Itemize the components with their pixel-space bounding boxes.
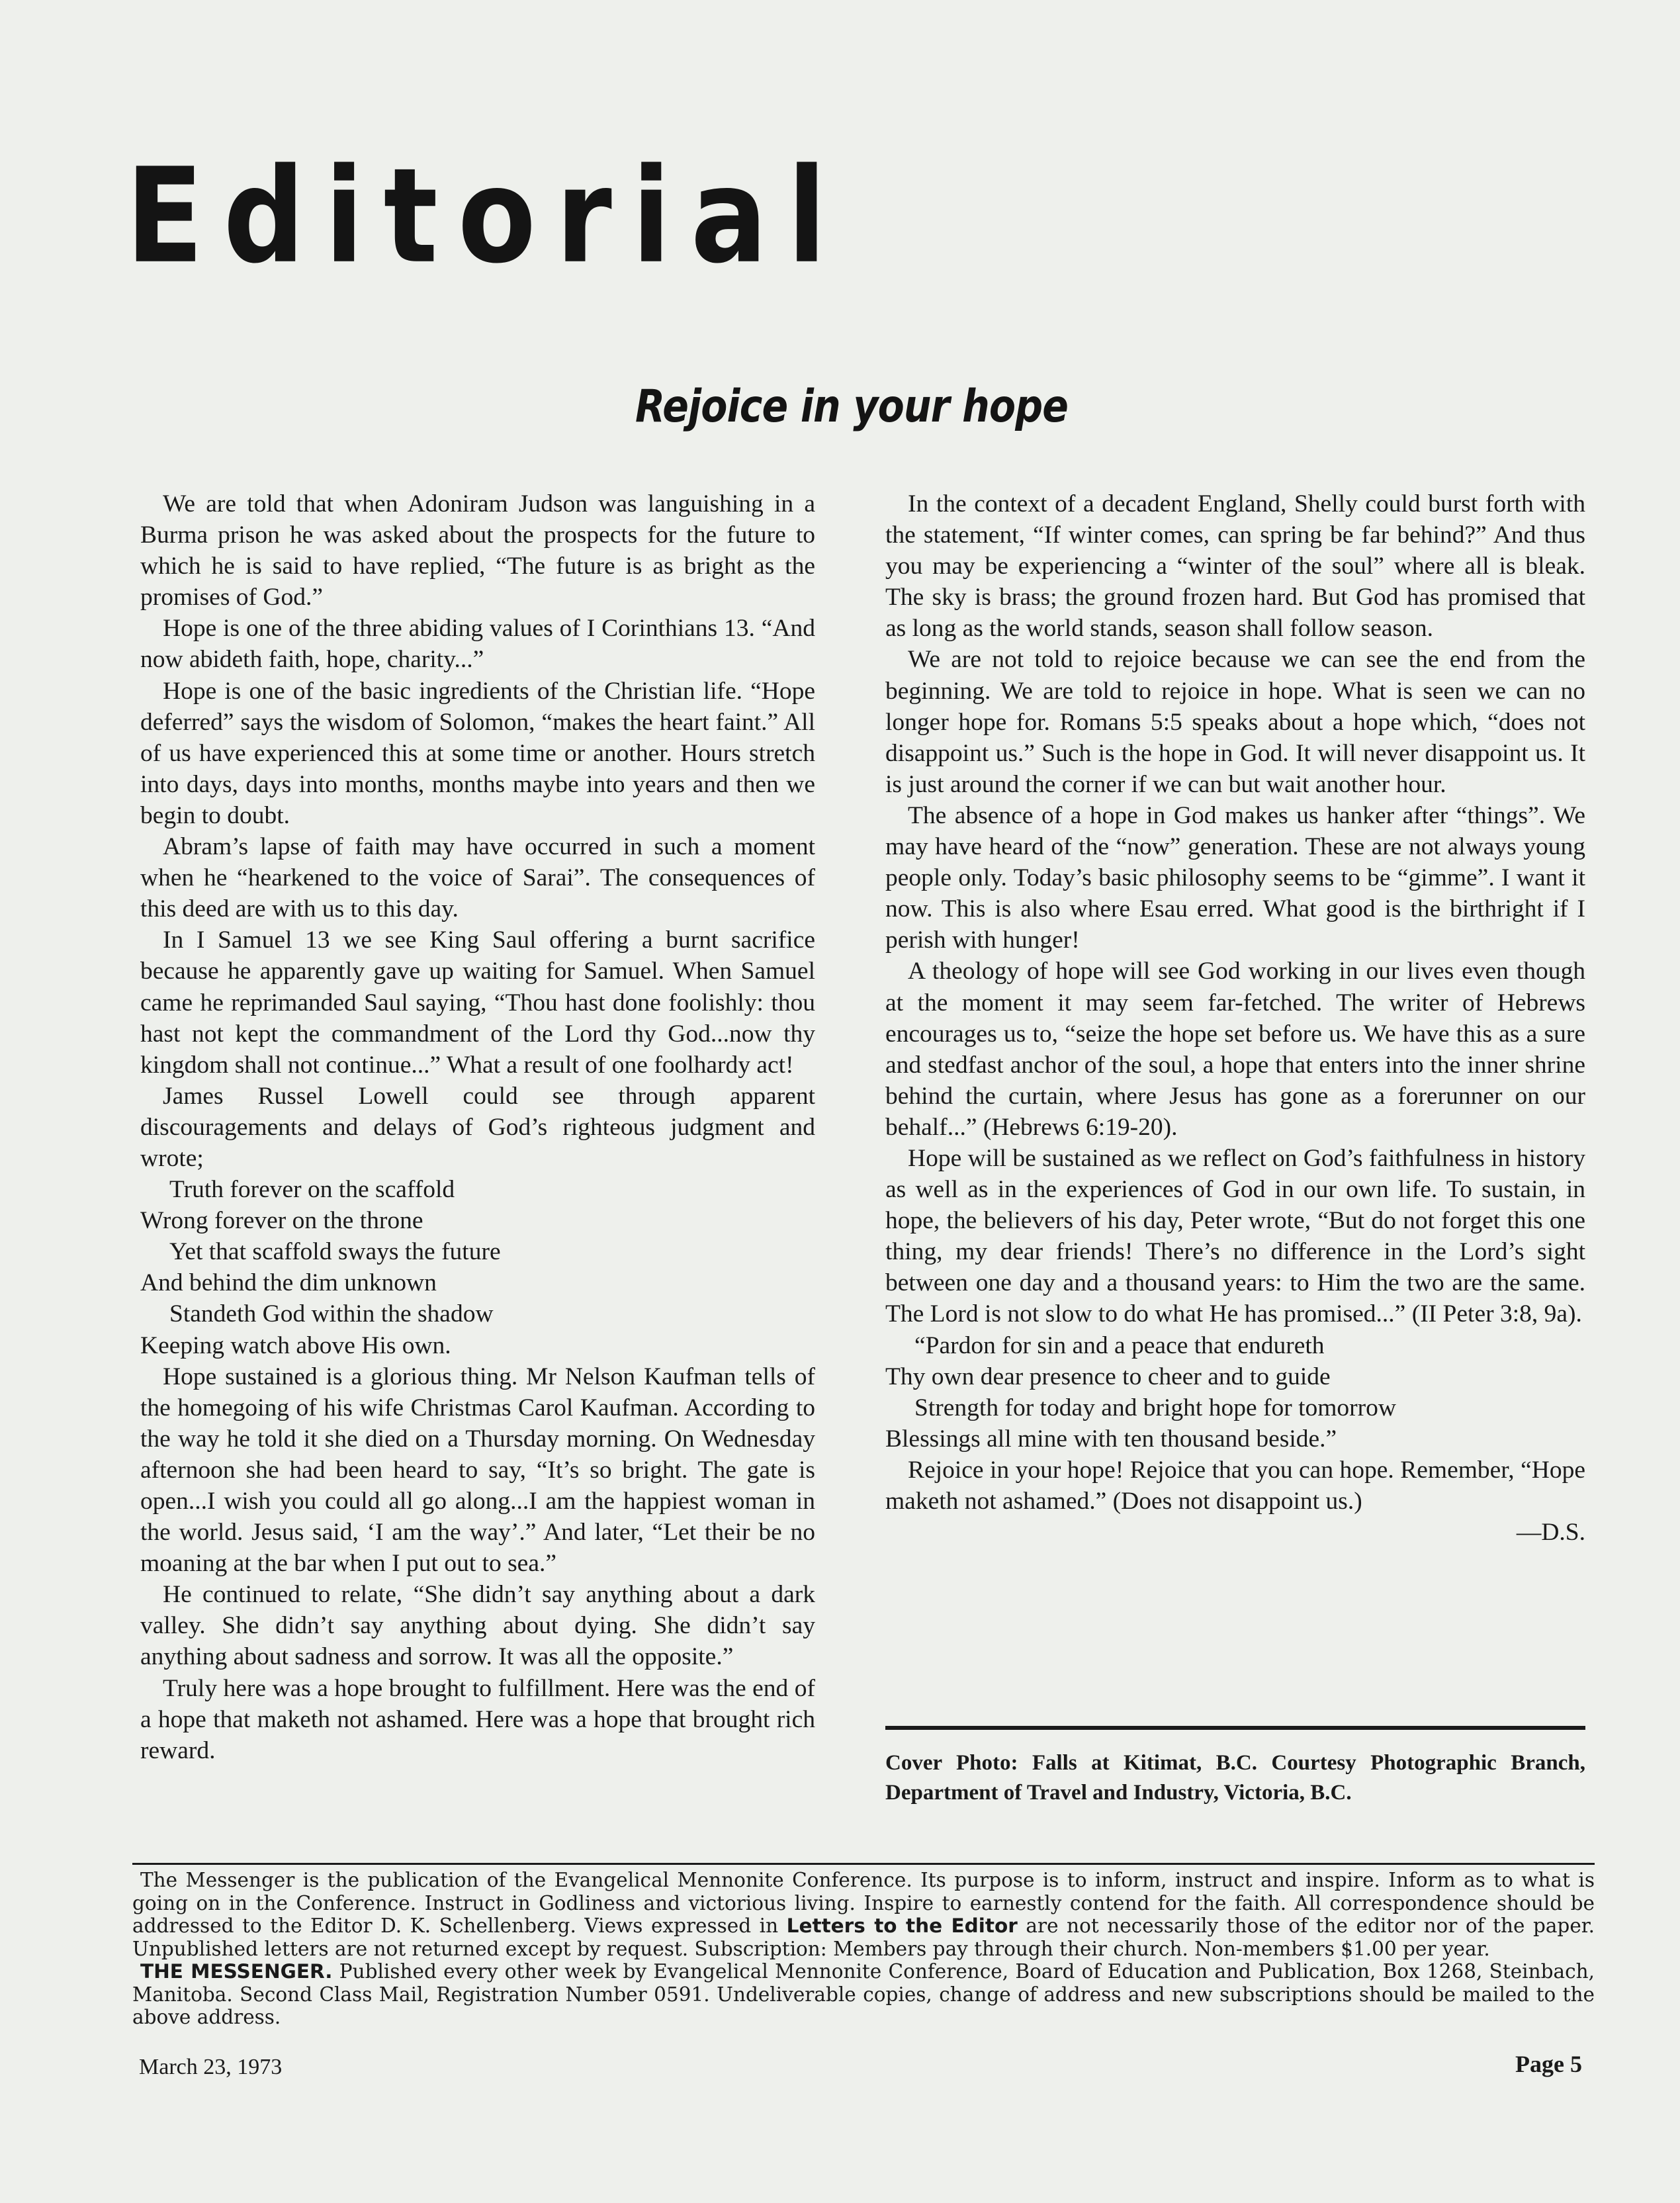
purpose-text-b: are not necessarily those of the editor nor of the paper. Unpublished letters are not returned except by request. Subscription: Members pay through their church. Non-members $1.00 per year.: [132, 1914, 1595, 1960]
poem-line: Standeth God within the shadow: [169, 1300, 494, 1328]
paragraph: Hope sustained is a glorious thing. Mr Nelson Kaufman tells of the homegoing of his wife Christmas Carol Kaufman. According to the way he told it she died on a Thursday morning. On Wednesday afternoon she had been heard to say, “It’s so bright. The gate is open...I wish you could all go along...I am the happiest woman in the world. Jesus said, ‘I am the way’.” And later, “Let their be no moaning at the bar when I put out to sea.”: [140, 1363, 815, 1578]
masthead-title: Editorial: [126, 139, 846, 292]
paragraph: He continued to relate, “She didn’t say anything about a dark valley. She didn’t say anything about dying. She didn’t say anything about sadness and sorrow. It was all the opposite.”: [140, 1581, 815, 1671]
paragraph: Hope is one of the basic ingredients of the Christian life. “Hope deferred” says the wisdom of Solomon, “makes the heart faint.” All of us have experienced this at some time or another. Hours stretch into days, days into months, months maybe into years and then we begin to doubt.: [140, 677, 815, 829]
publication-notice: [132, 1863, 1595, 2029]
poem-line: Thy own dear presence to cheer and to guide: [885, 1363, 1331, 1390]
divider-rule: [885, 1726, 1585, 1730]
poem-line: Yet that scaffold sways the future: [169, 1238, 501, 1266]
publisher-statement: [132, 1960, 1595, 2029]
poem-line: Strength for today and bright hope for tomorrow: [914, 1394, 1396, 1421]
paragraph: James Russel Lowell could see through apparent discouragements and delays of God’s righteous judgment and wrote;: [140, 1082, 815, 1172]
purpose-statement: [132, 1869, 1595, 1960]
issue-date: March 23, 1973: [139, 2055, 283, 2079]
purpose-text-a: The Messenger is the publication of the Evangelical Mennonite Conference. Its purpose is to inform, instruct and inspire. Inform as to what is going on in the Conference. Instruct in Godliness and victorious living. Inspire to earnestly contend for the faith. All correspondence should be addressed to the Editor D. K. Schellenberg. Views expressed in: [132, 1869, 1595, 1937]
lowell-poem: [140, 1174, 815, 1361]
headline: Rejoice in your hope: [635, 381, 1069, 433]
letters-label: Letters to the Editor: [786, 1914, 1018, 1937]
paragraph: Abram’s lapse of faith may have occurred in such a moment when he “hearkened to the voice of Sarai”. The consequences of this deed are with us to this day.: [140, 833, 815, 923]
paragraph: Hope is one of the three abiding values of I Corinthians 13. “And now abideth faith, hope, charity...”: [140, 615, 815, 674]
cover-photo-credit: Cover Photo: Falls at Kitimat, B.C. Courtesy Photographic Branch, Department of Travel and Industry, Victoria, B.C.: [885, 1751, 1585, 1805]
paragraph: A theology of hope will see God working in our lives even though at the moment it may seem far-fetched. The writer of Hebrews encourages us to, “seize the hope set before us. We have this as a sure and stedfast anchor of the soul, a hope that enters into the inner shrine behind the curtain, where Jesus has gone as a forerunner on our behalf...” (Hebrews 6:19-20).: [885, 958, 1585, 1141]
poem-line: “Pardon for sin and a peace that endureth: [914, 1331, 1325, 1359]
left-column: [140, 488, 815, 1766]
signature: —D.S.: [1516, 1519, 1585, 1547]
poem-line: Wrong forever on the throne: [140, 1207, 423, 1235]
paragraph: The absence of a hope in God makes us hanker after “things”. We may have heard of the “now” generation. These are not always young people only. Today’s basic philosophy seems to be “gimme”. I want it now. This is also where Esau erred. What good is the birthright if I perish with hunger!: [885, 801, 1585, 954]
poem-line: Keeping watch above His own.: [140, 1331, 451, 1359]
poem-line: Truth forever on the scaffold: [169, 1176, 455, 1204]
closing-paragraph: Rejoice in your hope! Rejoice that you can hope. Remember, “Hope maketh not ashamed.” (Does not disappoint us.): [885, 1456, 1585, 1515]
publisher-text: Published every other week by Evangelical Mennonite Conference, Board of Education and Publication, Box 1268, Steinbach, Manitoba. Second Class Mail, Registration Number 0591. Undeliverable copies, change of address and new subscriptions should be mailed to the above address.: [132, 1960, 1595, 2028]
paragraph: Hope will be sustained as we reflect on God’s faithfulness in history as well as in the experiences of God in our own life. To sustain, in hope, the believers of his day, Peter wrote, “But do not forget this one thing, my dear friends! There’s no difference in the Lord’s sight between one day and a thousand years: to Him the two are the same. The Lord is not slow to do what He has promised...” (II Peter 3:8, 9a).: [885, 1144, 1585, 1328]
poem-line: Blessings all mine with ten thousand beside.”: [885, 1425, 1337, 1453]
hymn-verse: [885, 1330, 1585, 1455]
paragraph: In I Samuel 13 we see King Saul offering a burnt sacrifice because he apparently gave up waiting for Samuel. When Samuel came he reprimanded Saul saying, “Thou hast done foolishly: thou hast not kept the commandment of the Lord thy God...now thy kingdom shall not continue...” What a result of one foolhardy act!: [140, 926, 815, 1079]
paragraph: We are told that when Adoniram Judson was languishing in a Burma prison he was asked about the prospects for the future to which he is said to have replied, “The future is as bright as the promises of God.”: [140, 490, 815, 611]
poem-line: And behind the dim unknown: [140, 1269, 437, 1297]
paragraph: We are not told to rejoice because we can see the end from the beginning. We are told to rejoice in hope. What is seen we can no longer hope for. Romans 5:5 speaks about a hope which, “does not disappoint us.” Such is the hope in God. It will never disappoint us. It is just around the corner if we can but wait another hour.: [885, 646, 1585, 798]
paragraph: Truly here was a hope brought to fulfillment. Here was the end of a hope that maketh not ashamed. Here was a hope that brought rich reward.: [140, 1674, 815, 1764]
page-number: Page 5: [1515, 2051, 1582, 2077]
paragraph: In the context of a decadent England, Shelly could burst forth with the statement, “If winter comes, can spring be far behind?” And thus you may be experiencing a “winter of the soul” where all is bleak. The sky is brass; the ground frozen hard. But God has promised that as long as the world stands, season shall follow season.: [885, 490, 1585, 643]
publication-label: THE MESSENGER.: [140, 1960, 333, 1983]
right-column: [885, 488, 1585, 1548]
